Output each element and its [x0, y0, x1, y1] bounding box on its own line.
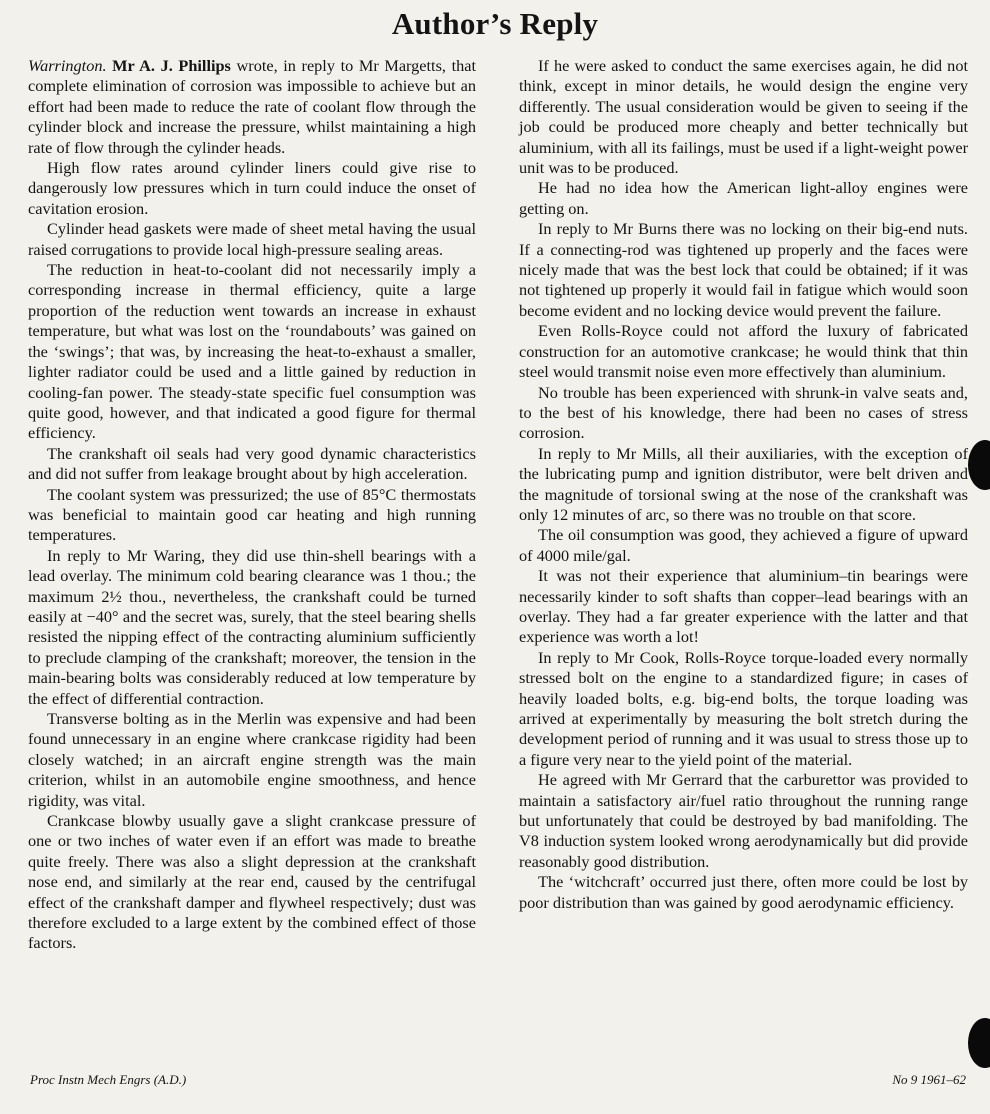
paragraph: Transverse bolting as in the Merlin was expensive and had been found unnecessary in an engine where crankcase rigidity had been closely watched; in an aircraft engine strength was the main criterion, whilst in an automobile engine smoothness, and hence rigidity, was vital. — [28, 709, 476, 810]
binder-hole — [968, 1018, 990, 1068]
journal-citation: Proc Instn Mech Engrs (A.D.) — [30, 1072, 187, 1087]
paragraph: He agreed with Mr Gerrard that the carburettor was provided to maintain a satisfactory air/fuel ratio throughout the running range but unfortunately that could be destroyed by bad manifolding. The V8 induction system looked wrong aerodynamically but did provide reasonably good distribution. — [519, 770, 968, 871]
paragraph: Even Rolls-Royce could not afford the luxury of fabricated construction for an automotive crankcase; he would think that thin steel would transmit noise even more effectively than aluminium. — [519, 321, 968, 382]
page-title: Author’s Reply — [391, 6, 599, 41]
paragraph: In reply to Mr Burns there was no locking on their big-end nuts. If a connecting-rod was tightened up properly and the faces were nicely made that was the best lock that could be obtained; if it was not tightened up properly it would fail in fatigue which would soon become evident and no locking device would prevent the failure. — [519, 219, 968, 320]
paragraph: The crankshaft oil seals had very good dynamic characteristics and did not suffer from leakage brought about by high acceleration. — [28, 443, 476, 484]
paragraph: In reply to Mr Cook, Rolls-Royce torque-loaded every normally stressed bolt on the engine to a standardized figure; in cases of heavily loaded bolts, e.g. big-end bolts, the torque loading was arrived at experimentally by measuring the bolt stretch during the development period of running and it was usual to stress those up to a figure very near to the yield point of the material. — [519, 647, 968, 769]
intro-text: wrote, in reply to Mr Margetts, that complete elimination of corrosion was impossible to achieve but an effort had been made to reduce the rate of coolant flow through the cylinder block and increase the pressure, whilst maintaining a high rate of flow through the cylinder heads. — [28, 56, 477, 157]
paragraph: It was not their experience that aluminium–tin bearings were necessarily kinder to soft shafts than copper–lead bearings with an overlay. They had a far greater experience with the latter and that experience was worth a lot! — [519, 566, 968, 647]
paragraph: Crankcase blowby usually gave a slight crankcase pressure of one or two inches of water even if an effort was made to breathe quite freely. There was also a slight depression at the crankshaft nose end, and similarly at the rear end, caused by the centrifugal effect of the crankshaft damper and flywheel respectively; dust was therefore excluded to a large extent by the combined effect of those factors. — [28, 811, 476, 953]
issue-number: No 9 1961–62 — [892, 1072, 966, 1087]
paragraph: He had no idea how the American light-alloy engines were getting on. — [519, 178, 968, 218]
paragraph: High flow rates around cylinder liners could give rise to dangerously low pressures which in turn could induce the onset of cavitation erosion. — [28, 158, 476, 218]
paragraph: In reply to Mr Mills, all their auxiliaries, with the exception of the lubricating pump and ignition distributor, were belt driven and the magnitude of torsional swing at the nose of the crankshaft was only 12 minutes of arc, so there was no trouble on that score. — [519, 443, 968, 524]
paragraph: The ‘witchcraft’ occurred just there, often more could be lost by poor distribution than was gained by good aerodynamic efficiency. — [519, 872, 968, 912]
paragraph: The oil consumption was good, they achieved a figure of upward of 4000 mile/gal. — [519, 525, 968, 565]
speaker-name: Mr A. J. Phillips — [112, 56, 231, 75]
paragraph: Cylinder head gaskets were made of sheet metal having the usual raised corrugations to provide local high-pressure sealing areas. — [28, 219, 476, 259]
paragraph: The reduction in heat-to-coolant did not necessarily imply a corresponding increase in thermal efficiency, quite a large proportion of the reduction went towards an increase in exhaust temperature, but what was lost on the ‘roundabouts’ was gained on the ‘swings’; that was, by increasing the heat-to-exhaust a smaller, lighter radiator could be used and a little gained by reduction in cooling-fan power. The steady-state specific fuel consumption was quite good, however, and that indicated a good figure for thermal efficiency. — [28, 260, 476, 443]
intro-paragraph — [28, 56, 476, 158]
paragraph: If he were asked to conduct the same exercises again, he did not think, except in minor details, he would design the engine very differently. The usual consideration would be given to seeing if the job could be produced more cheaply and better technically but aluminium, with all its failings, must be used if a light-weight power unit was to be produced. — [519, 56, 968, 178]
place-name: Warrington. — [28, 56, 107, 75]
binder-hole — [968, 440, 990, 490]
paragraph: In reply to Mr Waring, they did use thin-shell bearings with a lead overlay. The minimum cold bearing clearance was 1 thou.; the maximum 2½ thou., nevertheless, the crankshaft could be turned easily at −40° and the secret was, surely, that the steel bearing shells resisted the nipping effect of the contracting aluminium sufficiently to preclude clamping of the crankshaft; moreover, the tension in the main-bearing bolts was considerably reduced at low temperature by the effect of differential contraction. — [28, 545, 476, 708]
paragraph: The coolant system was pressurized; the use of 85°C thermostats was beneficial to maintain good car heating and high running temperatures. — [28, 484, 476, 545]
left-column — [28, 56, 476, 954]
paragraph: No trouble has been experienced with shrunk-in valve seats and, to the best of his knowledge, there had been no cases of stress corrosion. — [519, 382, 968, 443]
right-column — [519, 56, 968, 913]
